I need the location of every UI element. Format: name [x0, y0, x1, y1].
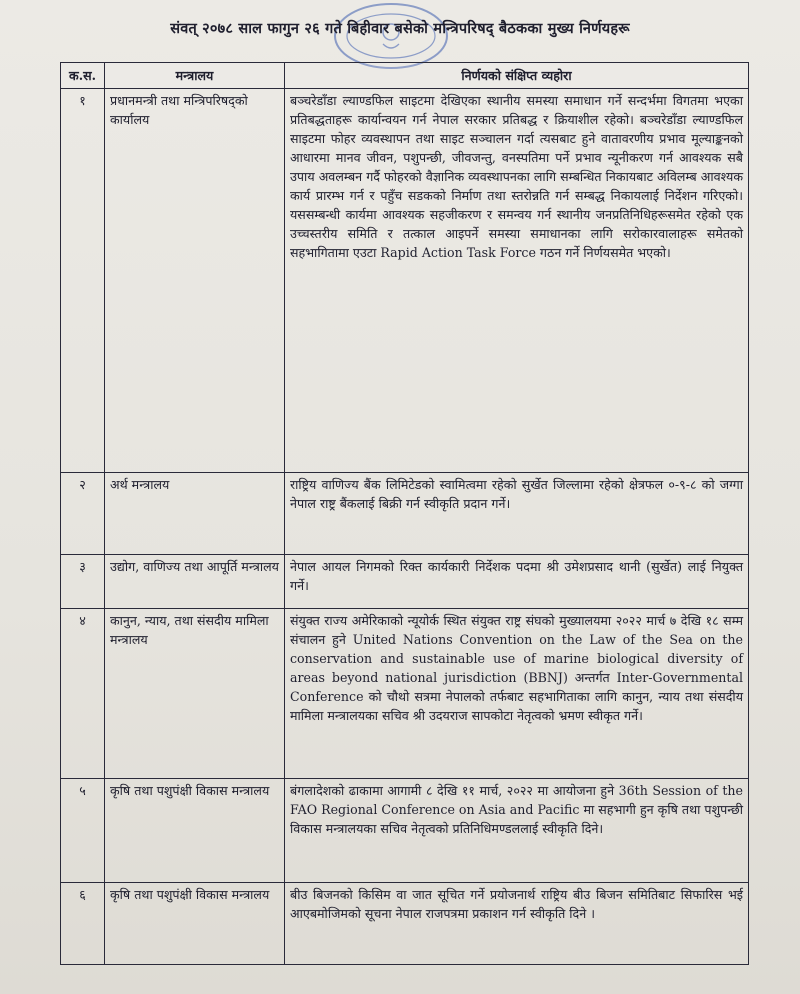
table-row [61, 555, 749, 609]
header-serial: क.स. [61, 63, 105, 89]
row-decision: राष्ट्रिय वाणिज्य बैंक लिमिटेडको स्वामित्वमा रहेको सुर्खेत जिल्लामा रहेको क्षेत्रफल ०-९-८ को जग्गा नेपाल राष्ट्र बैंकलाई बिक्री गर्न स्वीकृति प्रदान गर्ने। [285, 473, 749, 555]
row-decision: बञ्चरेडाँडा ल्याण्डफिल साइटमा देखिएका स्थानीय समस्या समाधान गर्ने सन्दर्भमा विगतमा भएका प्रतिबद्धताहरू कार्यान्वयन गर्न नेपाल सरकार प्रतिबद्ध र क्रियाशील रहेको। बञ्चरेडाँडा ल्याण्डफिल साइटमा फोहर व्यवस्थापन तथा साइट सञ्चालन गर्दा त्यसबाट हुने वातावरणीय प्रभाव मूल्याङ्कनको आधारमा मानव जीवन, पशुपन्छी, जीवजन्तु, वनस्पतिमा पर्ने प्रभाव न्यूनीकरण गर्न आवश्यक सबै उपाय अवलम्बन गर्दै फोहरको वैज्ञानिक व्यवस्थापनका लागि सम्बन्धित निकायबाट अविलम्ब आवश्यक कार्य प्रारम्भ गर्न र पहुँच सडकको निर्माण तथा स्तरोन्नति गर्न सम्बद्ध निकायलाई निर्देशन गरिएको। यससम्बन्धी कार्यमा आवश्यक सहजीकरण र समन्वय गर्न स्थानीय जनप्रतिनिधिहरूसमेत रहेको एक उच्चस्तरीय समिति र तत्काल आइपर्ने समस्या समाधानका लागि सरोकारवालाहरू समेतको सहभागितामा एउटा Rapid Action Task Force गठन गर्ने निर्णयसमेत भएको। [285, 89, 749, 473]
row-ministry: कृषि तथा पशुपंक्षी विकास मन्त्रालय [105, 779, 285, 883]
page-title: संवत् २०७८ साल फागुन २६ गते बिहीवार बसेको मन्त्रिपरिषद् बैठकका मुख्य निर्णयहरू [170, 20, 630, 37]
table-row [61, 473, 749, 555]
row-ministry: कानुन, न्याय, तथा संसदीय मामिला मन्त्रालय [105, 609, 285, 779]
row-ministry: अर्थ मन्त्रालय [105, 473, 285, 555]
row-decision: बंगलादेशको ढाकामा आगामी ८ देखि ११ मार्च, २०२२ मा आयोजना हुने 36th Session of the FAO Regional Conference on Asia and Pacific मा सहभागी हुन कृषि तथा पशुपन्छी विकास मन्त्रालयका सचिव नेतृत्वको प्रतिनिधिमण्डललाई स्वीकृति दिने। [285, 779, 749, 883]
row-ministry: उद्योग, वाणिज्य तथा आपूर्ति मन्त्रालय [105, 555, 285, 609]
table-row [61, 883, 749, 965]
row-serial: २ [61, 473, 105, 555]
table-row [61, 89, 749, 473]
row-ministry: कृषि तथा पशुपंक्षी विकास मन्त्रालय [105, 883, 285, 965]
table-header-row [61, 63, 749, 89]
row-decision: संयुक्त राज्य अमेरिकाको न्यूयोर्क स्थित संयुक्त राष्ट्र संघको मुख्यालयमा २०२२ मार्च ७ देखि १८ सम्म संचालन हुने United Nations Convention on the Law of the Sea on the conservation and sustainable use of marine biological diversity of areas beyond national jurisdiction (BBNJ) अन्तर्गत Inter-Governmental Conference को चौथो सत्रमा नेपालको तर्फबाट सहभागिताका लागि कानुन, न्याय तथा संसदीय मामिला मन्त्रालयका सचिव श्री उदयराज सापकोटा नेतृत्वको भ्रमण स्वीकृत गर्ने। [285, 609, 749, 779]
row-decision: नेपाल आयल निगमको रिक्त कार्यकारी निर्देशक पदमा श्री उमेशप्रसाद थानी (सुर्खेत) लाई नियुक्त गर्ने। [285, 555, 749, 609]
decisions-table [60, 62, 749, 965]
row-serial: ३ [61, 555, 105, 609]
row-ministry: प्रधानमन्त्री तथा मन्त्रिपरिषद्को कार्यालय [105, 89, 285, 473]
row-serial: ४ [61, 609, 105, 779]
header-decision: निर्णयको संक्षिप्त व्यहोरा [285, 63, 749, 89]
row-decision: बीउ बिजनको किसिम वा जात सूचित गर्ने प्रयोजनार्थ राष्ट्रिय बीउ बिजन समितिबाट सिफारिस भई आएबमोजिमको सूचना नेपाल राजपत्रमा प्रकाशन गर्न स्वीकृति दिने । [285, 883, 749, 965]
row-serial: ५ [61, 779, 105, 883]
table-row [61, 779, 749, 883]
table-row [61, 609, 749, 779]
row-serial: १ [61, 89, 105, 473]
row-serial: ६ [61, 883, 105, 965]
header-ministry: मन्त्रालय [105, 63, 285, 89]
